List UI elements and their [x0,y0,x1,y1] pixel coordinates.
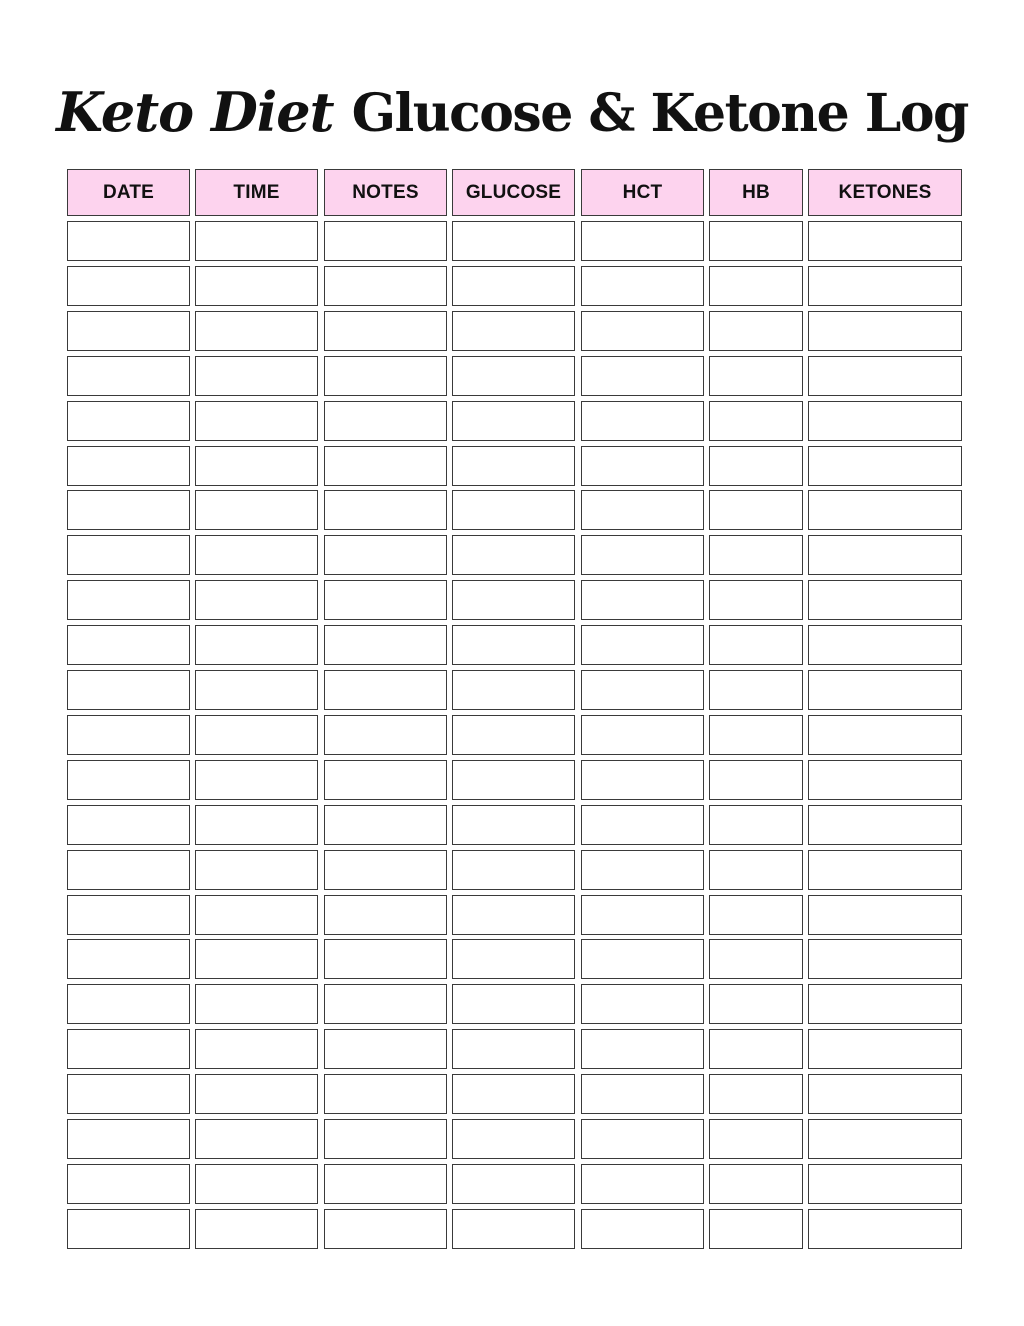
entry-cell-notes[interactable] [324,625,447,665]
entry-cell-notes[interactable] [324,1074,447,1114]
entry-cell-hct[interactable] [581,1164,704,1204]
entry-cell-time[interactable] [195,715,318,755]
column-header-time: TIME [195,169,318,216]
table-row [67,850,962,890]
entry-cell-date[interactable] [67,1074,190,1114]
entry-cell-glucose[interactable] [452,311,575,351]
entry-cell-date[interactable] [67,670,190,710]
table-header-row [67,169,962,216]
table-row [67,939,962,979]
entry-cell-notes[interactable] [324,715,447,755]
entry-cell-glucose[interactable] [452,805,575,845]
entry-cell-hb[interactable] [709,895,803,935]
entry-cell-glucose[interactable] [452,490,575,530]
entry-cell-hb[interactable] [709,670,803,710]
entry-cell-notes[interactable] [324,760,447,800]
entry-cell-hb[interactable] [709,221,803,261]
entry-cell-date[interactable] [67,490,190,530]
table-row [67,221,962,261]
entry-cell-hct[interactable] [581,490,704,530]
entry-cell-ketones[interactable] [808,266,962,306]
column-header-date: DATE [67,169,190,216]
table-row [67,760,962,800]
entry-cell-date[interactable] [67,356,190,396]
entry-cell-hb[interactable] [709,715,803,755]
entry-cell-hb[interactable] [709,939,803,979]
entry-cell-notes[interactable] [324,670,447,710]
entry-cell-time[interactable] [195,446,318,486]
table-row [67,356,962,396]
entry-cell-ketones[interactable] [808,580,962,620]
table-row [67,1119,962,1159]
entry-cell-time[interactable] [195,850,318,890]
title-script: Keto Diet [56,80,334,144]
entry-cell-ketones[interactable] [808,401,962,441]
table-row [67,625,962,665]
entry-cell-time[interactable] [195,580,318,620]
entry-cell-time[interactable] [195,1029,318,1069]
entry-cell-time[interactable] [195,984,318,1024]
entry-cell-hct[interactable] [581,805,704,845]
entry-cell-glucose[interactable] [452,984,575,1024]
entry-cell-time[interactable] [195,760,318,800]
entry-cell-notes[interactable] [324,1119,447,1159]
entry-cell-hct[interactable] [581,760,704,800]
entry-cell-notes[interactable] [324,356,447,396]
entry-cell-date[interactable] [67,984,190,1024]
column-header-hb: HB [709,169,803,216]
entry-cell-hct[interactable] [581,625,704,665]
column-header-glucose: GLUCOSE [452,169,575,216]
entry-cell-time[interactable] [195,356,318,396]
entry-cell-notes[interactable] [324,490,447,530]
entry-cell-ketones[interactable] [808,311,962,351]
entry-cell-date[interactable] [67,625,190,665]
entry-cell-hct[interactable] [581,311,704,351]
entry-cell-ketones[interactable] [808,715,962,755]
entry-cell-ketones[interactable] [808,535,962,575]
entry-cell-glucose[interactable] [452,401,575,441]
entry-cell-hb[interactable] [709,1074,803,1114]
entry-cell-time[interactable] [195,221,318,261]
table-row [67,266,962,306]
column-header-notes: NOTES [324,169,447,216]
entry-cell-time[interactable] [195,1119,318,1159]
entry-cell-notes[interactable] [324,1209,447,1249]
entry-cell-ketones[interactable] [808,221,962,261]
entry-cell-ketones[interactable] [808,760,962,800]
entry-cell-glucose[interactable] [452,446,575,486]
entry-cell-hct[interactable] [581,1209,704,1249]
entry-cell-hb[interactable] [709,490,803,530]
entry-cell-date[interactable] [67,446,190,486]
entry-cell-hct[interactable] [581,895,704,935]
entry-cell-time[interactable] [195,805,318,845]
entry-cell-ketones[interactable] [808,356,962,396]
entry-cell-glucose[interactable] [452,1164,575,1204]
table-row [67,1029,962,1069]
entry-cell-notes[interactable] [324,1029,447,1069]
entry-cell-hb[interactable] [709,266,803,306]
table-row [67,895,962,935]
entry-cell-ketones[interactable] [808,805,962,845]
entry-cell-glucose[interactable] [452,535,575,575]
entry-cell-hct[interactable] [581,1029,704,1069]
entry-cell-hb[interactable] [709,760,803,800]
entry-cell-date[interactable] [67,1119,190,1159]
entry-cell-date[interactable] [67,580,190,620]
entry-cell-hct[interactable] [581,984,704,1024]
entry-cell-ketones[interactable] [808,625,962,665]
entry-cell-hb[interactable] [709,805,803,845]
entry-cell-hct[interactable] [581,580,704,620]
entry-cell-notes[interactable] [324,984,447,1024]
entry-cell-date[interactable] [67,760,190,800]
entry-cell-glucose[interactable] [452,356,575,396]
entry-cell-hb[interactable] [709,356,803,396]
entry-cell-hct[interactable] [581,850,704,890]
entry-cell-hct[interactable] [581,446,704,486]
entry-cell-hb[interactable] [709,446,803,486]
table-row [67,446,962,486]
entry-cell-hct[interactable] [581,715,704,755]
entry-cell-date[interactable] [67,939,190,979]
entry-cell-ketones[interactable] [808,895,962,935]
column-header-hct: HCT [581,169,704,216]
entry-cell-glucose[interactable] [452,895,575,935]
entry-cell-notes[interactable] [324,939,447,979]
table-row [67,715,962,755]
entry-cell-date[interactable] [67,266,190,306]
entry-cell-ketones[interactable] [808,446,962,486]
table-row [67,984,962,1024]
table-row [67,490,962,530]
entry-cell-date[interactable] [67,221,190,261]
entry-cell-time[interactable] [195,670,318,710]
entry-cell-notes[interactable] [324,850,447,890]
entry-cell-time[interactable] [195,1209,318,1249]
entry-cell-date[interactable] [67,311,190,351]
entry-cell-ketones[interactable] [808,490,962,530]
entry-cell-date[interactable] [67,1029,190,1069]
entry-cell-glucose[interactable] [452,760,575,800]
entry-cell-notes[interactable] [324,311,447,351]
entry-cell-notes[interactable] [324,895,447,935]
entry-cell-ketones[interactable] [808,1209,962,1249]
entry-cell-glucose[interactable] [452,1119,575,1159]
entry-cell-hb[interactable] [709,535,803,575]
entry-cell-hb[interactable] [709,1164,803,1204]
table-row [67,670,962,710]
entry-cell-hb[interactable] [709,850,803,890]
entry-cell-hb[interactable] [709,1029,803,1069]
entry-cell-hb[interactable] [709,401,803,441]
entry-cell-notes[interactable] [324,580,447,620]
entry-cell-notes[interactable] [324,221,447,261]
entry-cell-ketones[interactable] [808,850,962,890]
page-title [0,80,1024,144]
title-main: Glucose & Ketone Log [351,83,968,144]
table-row [67,805,962,845]
entry-cell-date[interactable] [67,401,190,441]
table-row [67,535,962,575]
table-row [67,1074,962,1114]
entry-cell-time[interactable] [195,939,318,979]
entry-cell-time[interactable] [195,311,318,351]
entry-cell-glucose[interactable] [452,850,575,890]
entry-cell-time[interactable] [195,625,318,665]
entry-cell-ketones[interactable] [808,939,962,979]
table-row [67,401,962,441]
entry-cell-notes[interactable] [324,266,447,306]
entry-cell-notes[interactable] [324,401,447,441]
entry-cell-ketones[interactable] [808,984,962,1024]
entry-cell-glucose[interactable] [452,266,575,306]
entry-cell-hct[interactable] [581,1119,704,1159]
entry-cell-hct[interactable] [581,356,704,396]
entry-cell-hb[interactable] [709,984,803,1024]
entry-cell-ketones[interactable] [808,1074,962,1114]
entry-cell-glucose[interactable] [452,1209,575,1249]
entry-cell-notes[interactable] [324,1164,447,1204]
entry-cell-notes[interactable] [324,805,447,845]
entry-cell-hct[interactable] [581,266,704,306]
entry-cell-time[interactable] [195,535,318,575]
entry-cell-hb[interactable] [709,1119,803,1159]
entry-cell-hct[interactable] [581,939,704,979]
entry-cell-date[interactable] [67,805,190,845]
entry-cell-hb[interactable] [709,1209,803,1249]
entry-cell-date[interactable] [67,715,190,755]
entry-cell-glucose[interactable] [452,221,575,261]
entry-cell-hb[interactable] [709,580,803,620]
table-row [67,1209,962,1249]
entry-cell-time[interactable] [195,490,318,530]
entry-cell-hct[interactable] [581,1074,704,1114]
entry-cell-hct[interactable] [581,670,704,710]
entry-cell-hct[interactable] [581,535,704,575]
entry-cell-date[interactable] [67,1209,190,1249]
entry-cell-ketones[interactable] [808,1164,962,1204]
entry-cell-notes[interactable] [324,535,447,575]
entry-cell-hct[interactable] [581,401,704,441]
entry-cell-glucose[interactable] [452,715,575,755]
entry-cell-glucose[interactable] [452,625,575,665]
entry-cell-date[interactable] [67,1164,190,1204]
entry-cell-glucose[interactable] [452,1074,575,1114]
entry-cell-ketones[interactable] [808,1119,962,1159]
entry-cell-hb[interactable] [709,625,803,665]
entry-cell-time[interactable] [195,1074,318,1114]
entry-cell-glucose[interactable] [452,1029,575,1069]
table-row [67,311,962,351]
entry-cell-date[interactable] [67,850,190,890]
entry-cell-glucose[interactable] [452,939,575,979]
entry-cell-ketones[interactable] [808,1029,962,1069]
table-row [67,1164,962,1204]
entry-cell-time[interactable] [195,1164,318,1204]
entry-cell-date[interactable] [67,535,190,575]
entry-cell-date[interactable] [67,895,190,935]
entry-cell-time[interactable] [195,266,318,306]
entry-cell-hb[interactable] [709,311,803,351]
entry-cell-glucose[interactable] [452,670,575,710]
entry-cell-ketones[interactable] [808,670,962,710]
entry-cell-time[interactable] [195,401,318,441]
entry-cell-glucose[interactable] [452,580,575,620]
entry-cell-notes[interactable] [324,446,447,486]
entry-cell-hct[interactable] [581,221,704,261]
table-row [67,580,962,620]
entry-cell-time[interactable] [195,895,318,935]
column-header-ketones: KETONES [808,169,962,216]
